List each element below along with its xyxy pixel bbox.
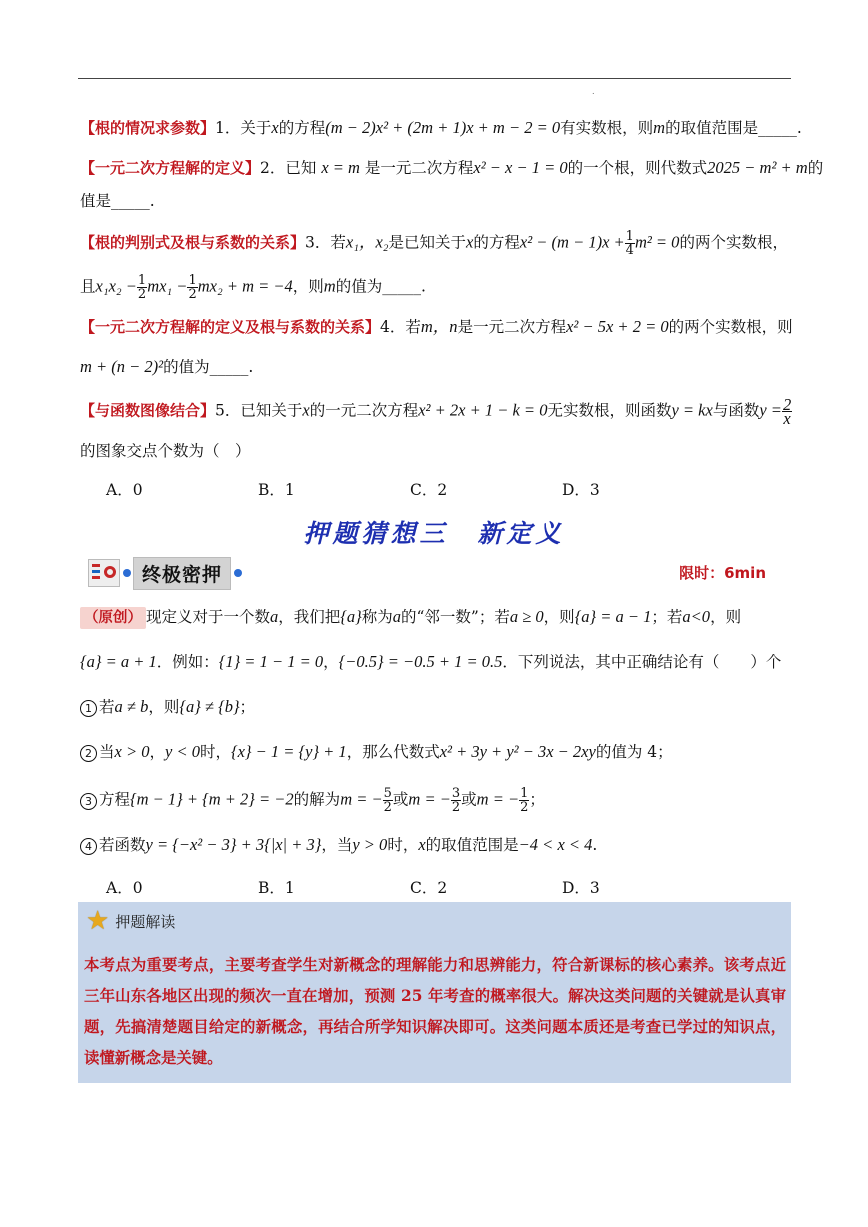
question-5-line2: 的图象交点个数为（ ） bbox=[80, 442, 251, 460]
time-limit: 限时：6min bbox=[679, 564, 766, 582]
option-c[interactable]: C．2 bbox=[410, 481, 448, 499]
q1-equation: (m − 2)x² + (2m + 1)x + m − 2 = 0 bbox=[325, 118, 561, 137]
option-a[interactable]: A．0 bbox=[106, 879, 143, 897]
question-4-line2: m + (n − 2)²的值为_____. bbox=[80, 357, 254, 376]
option-b[interactable]: B．1 bbox=[258, 481, 295, 499]
target-icon bbox=[88, 559, 120, 587]
statement-1: 1 若a ≠ b，则{a} ≠ {b}； bbox=[80, 696, 255, 718]
fraction: $\frac{1}{2}$ bbox=[188, 273, 197, 302]
option-a[interactable]: A．0 bbox=[106, 481, 143, 499]
question-6: （原创） 现定义对于一个数a，我们把{a}称为a的“邻一数”；若a ≥ 0，则{a} = a − 1；若a<0，则 bbox=[80, 606, 741, 629]
fraction: $\frac{5}{2}$ bbox=[383, 786, 392, 815]
header-rule bbox=[78, 78, 791, 79]
analysis-text: 本考点为重要考点，主要考查学生对新概念的理解能力和思辨能力，符合新课标的核心素养。该考点近三年山东各地区出现的频次一直在增加，预测 25 年考查的概率很大。解决这类问题的关键就是认真审题，先搞清楚题目给定的新概念，再结合所学知识解决即可。这类问题本质还是考查已学过的知识点，读懂新概念是关键。 bbox=[84, 956, 786, 1067]
question-5: 【与函数图像结合】5．已知关于x的一元二次方程x² + 2x + 1 − k = 0无实数根，则函数y = kx与函数y = $\frac{2}{x}$ bbox=[80, 395, 792, 428]
fraction: $\frac{2}{x}$ bbox=[782, 395, 792, 428]
circled-number: 2 bbox=[80, 745, 97, 762]
analysis-title: 押题解读 bbox=[115, 912, 176, 931]
q1-tag: 【根的情况求参数】 bbox=[80, 119, 216, 137]
option-c[interactable]: C．2 bbox=[410, 879, 448, 897]
analysis-header bbox=[86, 908, 175, 934]
q4-tag: 【一元二次方程解的定义及根与系数的关系】 bbox=[80, 318, 381, 336]
original-badge: （原创） bbox=[80, 607, 146, 629]
header-dot: . bbox=[592, 87, 595, 96]
banner bbox=[88, 556, 244, 590]
fraction: $\frac{1}{2}$ bbox=[520, 786, 529, 815]
q5-options bbox=[106, 478, 714, 500]
statement-4: 4 若函数y = {−x² − 3} + 3{|x| + 3}，当y > 0时，x的取值范围是−4 < x < 4. bbox=[80, 834, 597, 856]
dot-icon bbox=[234, 569, 242, 577]
question-6-line2: {a} = a + 1．例如：{1} = 1 − 1 = 0，{−0.5} = −0.5 + 1 = 0.5．下列说法，其中正确结论有（ ）个 bbox=[80, 652, 782, 671]
option-d[interactable]: D．3 bbox=[562, 481, 600, 499]
statement-2: 2 当x > 0，y < 0时，{x} − 1 = {y} + 1，那么代数式x² + 3y + y² − 3x − 2xy的值为 4； bbox=[80, 741, 673, 763]
circled-number: 4 bbox=[80, 838, 97, 855]
question-2-line2: 值是_____. bbox=[80, 192, 155, 210]
fraction: $\frac{1}{4}$ bbox=[625, 229, 634, 258]
statement-3: 3 方程{m − 1} + {m + 2} = −2的解为m = − $\frac{5}{2}$ 或m = − $\frac{3}{2}$ 或m = − $\frac{1}{2}$ ； bbox=[80, 787, 545, 814]
section-title: 押题猜想三 新定义 bbox=[303, 519, 565, 548]
star-icon: ★ bbox=[86, 906, 110, 936]
banner-label: 终极密押 bbox=[133, 557, 231, 590]
question-2: 【一元二次方程解的定义】2．已知 x = m 是一元二次方程x² − x − 1 = 0的一个根，则代数式2025 − m² + m的 bbox=[80, 158, 824, 177]
analysis-box bbox=[78, 902, 791, 1083]
question-1: 【根的情况求参数】1．关于x的方程(m − 2)x² + (2m + 1)x + m − 2 = 0有实数根，则m的取值范围是_____. bbox=[80, 118, 802, 137]
q3-tag: 【根的判别式及根与系数的关系】 bbox=[80, 233, 306, 252]
fraction: $\frac{1}{2}$ bbox=[137, 273, 147, 302]
question-3: 【根的判别式及根与系数的关系】3．若x₁，x₂是已知关于x的方程x² − (m − 1)x + $\frac{1}{4}$ m² = 0的两个实数根， bbox=[80, 229, 788, 258]
circled-number: 1 bbox=[80, 700, 97, 717]
fraction: $\frac{3}{2}$ bbox=[451, 786, 461, 815]
circled-number: 3 bbox=[80, 793, 97, 810]
option-b[interactable]: B．1 bbox=[258, 879, 295, 897]
q2-tag: 【一元二次方程解的定义】 bbox=[80, 159, 261, 177]
dot-icon bbox=[123, 569, 131, 577]
q6-options bbox=[106, 876, 714, 898]
q5-tag: 【与函数图像结合】 bbox=[80, 401, 216, 420]
option-d[interactable]: D．3 bbox=[562, 879, 600, 897]
question-4: 【一元二次方程解的定义及根与系数的关系】4．若m，n是一元二次方程x² − 5x + 2 = 0的两个实数根，则 bbox=[80, 317, 793, 336]
question-3-line2: 且x₁x₂ − $\frac{1}{2}$ mx₁ − $\frac{1}{2}$ mx₂ + m = −4，则m的值为_____. bbox=[80, 273, 426, 302]
